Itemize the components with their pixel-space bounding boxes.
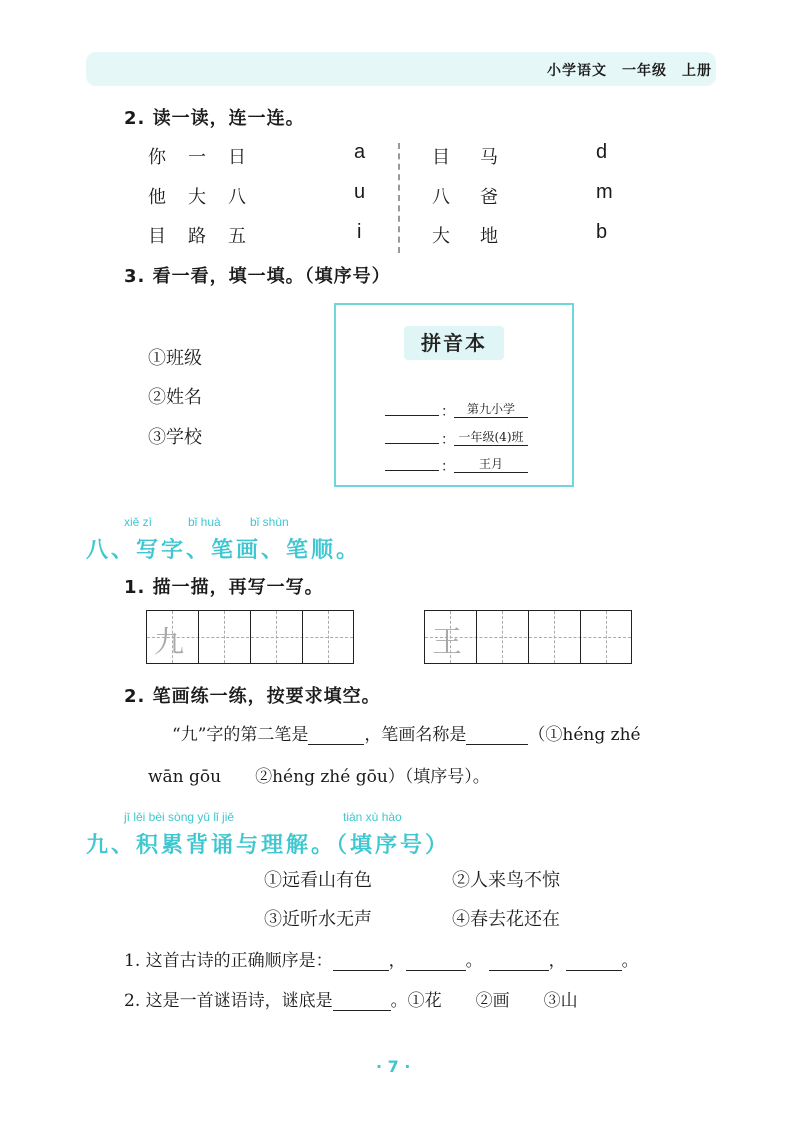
stroke-blank-1[interactable] xyxy=(308,726,364,745)
divider-line xyxy=(398,143,400,253)
cover-colon-2: ： xyxy=(441,432,455,448)
poem-line-3: ③近听水无声 xyxy=(264,909,372,930)
left-letter-1: a xyxy=(354,141,366,163)
right-letter-2: m xyxy=(596,181,613,203)
comma-2: ， xyxy=(548,951,566,971)
stroke-question-part-a: “九”字的第二笔是 xyxy=(172,725,309,745)
cover-value-school: 第九小学 xyxy=(454,400,528,418)
stroke-question-part-b: ，笔画名称是 xyxy=(364,725,467,745)
section-9-pinyin-1: jī lěi bèi sòng yǔ lǐ jiě xyxy=(124,810,235,824)
left-letter-2: u xyxy=(354,181,366,203)
section-8-q1-title: 1. 描一描，再写一写。 xyxy=(124,577,324,598)
riddle-blank[interactable] xyxy=(333,992,391,1011)
trace-char-2: 王 xyxy=(432,625,462,660)
section-9-pinyin-2: tián xù hào xyxy=(343,810,402,824)
stroke-question-part-c: （①héng zhé xyxy=(528,725,641,745)
poem-line-4: ④春去花还在 xyxy=(452,909,560,930)
right-letter-3: b xyxy=(596,221,608,243)
question-3-title: 3. 看一看，填一填。（填序号） xyxy=(124,266,391,287)
poem-order-label: 1. 这首古诗的正确顺序是： xyxy=(124,951,333,971)
section-8-pinyin-2: bǐ huà xyxy=(188,515,221,529)
cover-blank-1[interactable] xyxy=(385,415,439,416)
question-2-title: 2. 读一读，连一连。 xyxy=(124,108,305,129)
section-9-title: 九、积累背诵与理解。（填序号） xyxy=(86,833,451,858)
option-name: ②姓名 xyxy=(148,387,202,408)
section-8-pinyin-1: xiě zì xyxy=(124,515,153,529)
stroke-question-line-2: wān gōu ②héng zhé gōu）（填序号）。 xyxy=(148,767,490,787)
left-word-2: 他大八 xyxy=(148,187,268,208)
order-blank-2[interactable] xyxy=(406,952,466,971)
riddle-label: 2. 这是一首谜语诗，谜底是 xyxy=(124,991,333,1011)
period-2: 。 xyxy=(621,951,639,971)
right-word-1: 目马 xyxy=(432,147,528,168)
right-letter-1: d xyxy=(596,141,608,163)
cover-value-name: 王月 xyxy=(454,455,528,473)
option-school: ③学校 xyxy=(148,427,202,448)
comma-1: ， xyxy=(388,951,406,971)
section-8-pinyin-3: bǐ shùn xyxy=(250,515,289,529)
cover-blank-3[interactable] xyxy=(385,470,439,471)
order-blank-4[interactable] xyxy=(566,952,622,971)
right-word-2: 八爸 xyxy=(432,187,528,208)
stroke-question-line-1 xyxy=(172,720,641,745)
poem-line-2: ②人来鸟不惊 xyxy=(452,870,560,891)
option-class: ①班级 xyxy=(148,348,202,369)
section-8-title: 八、写字、笔画、笔顺。 xyxy=(86,538,362,563)
trace-char-1: 九 xyxy=(154,625,184,660)
riddle-question xyxy=(124,986,578,1011)
header-title: 小学语文 一年级 上册 xyxy=(547,63,712,79)
cover-colon-1: ： xyxy=(441,404,455,420)
order-blank-1[interactable] xyxy=(333,952,389,971)
cover-value-class: 一年级(4)班 xyxy=(454,428,528,446)
page-number: · 7 · xyxy=(376,1057,411,1076)
left-word-1: 你一日 xyxy=(148,147,268,168)
poem-line-1: ①远看山有色 xyxy=(264,870,372,891)
notebook-cover-title: 拼音本 xyxy=(404,326,504,360)
stroke-blank-2[interactable] xyxy=(466,726,528,745)
section-8-q2-title: 2. 笔画练一练，按要求填空。 xyxy=(124,686,381,707)
cover-blank-2[interactable] xyxy=(385,443,439,444)
cover-colon-3: ： xyxy=(441,459,455,475)
riddle-options: 。①花 ②画 ③山 xyxy=(390,991,578,1011)
right-word-3: 大地 xyxy=(432,226,528,247)
left-word-3: 目路五 xyxy=(148,226,268,247)
order-blank-3[interactable] xyxy=(489,952,549,971)
left-letter-3: i xyxy=(357,221,362,243)
period-1: 。 xyxy=(465,951,483,971)
poem-order-question xyxy=(124,946,639,971)
